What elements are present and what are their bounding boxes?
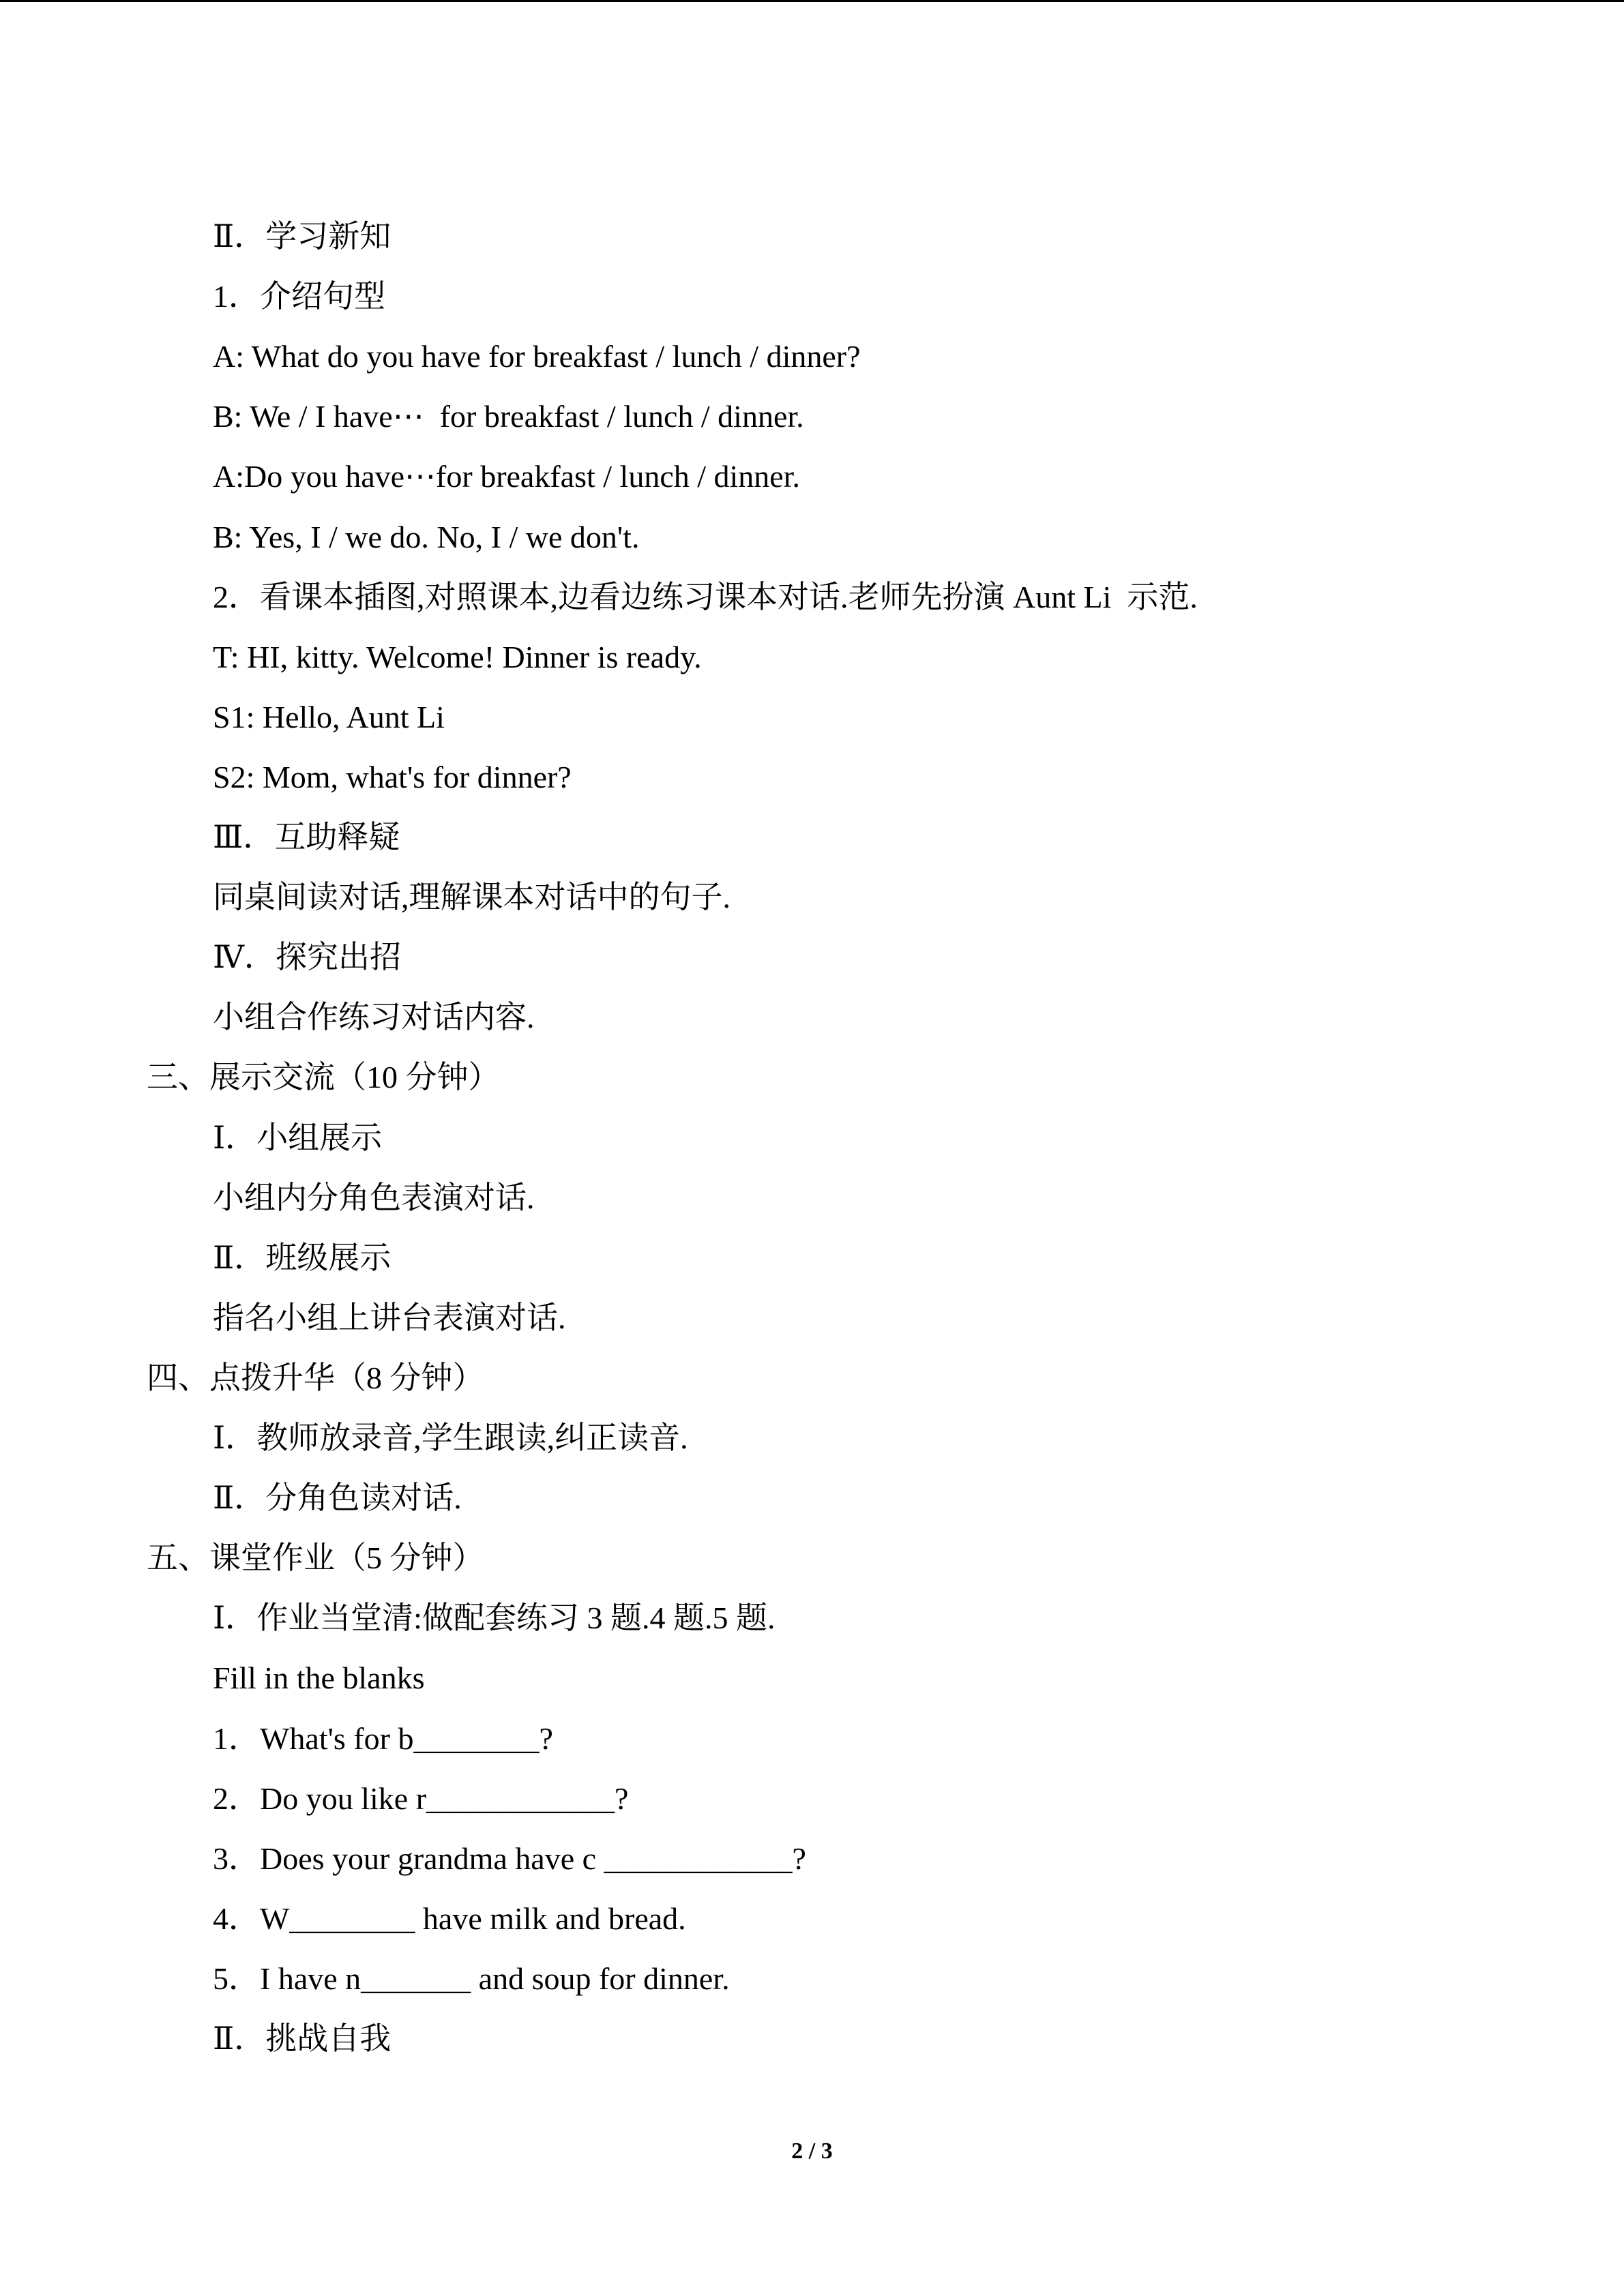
text-line: Ⅲ．互助释疑 [213,820,400,854]
text-line: 1．介绍句型 [213,279,385,314]
text-line: T: HI, kitty. Welcome! Dinner is ready. [213,640,702,674]
text-line: B: We / I have⋯ for breakfast / lunch / dinner. [213,399,804,434]
text-line: Ⅰ．作业当堂清:做配套练习 3 题.4 题.5 题. [213,1600,776,1635]
text-line: 5．I have n_______ and soup for dinner. [213,1961,730,1996]
text-line: 3．Does your grandma have c ____________? [213,1841,806,1876]
text-line: B: Yes, I / we do. No, I / we don't. [213,520,640,554]
section-heading: 三、展示交流（10 分钟） [147,1060,500,1094]
text-line: 指名小组上讲台表演对话. [213,1300,566,1335]
text-line: S1: Hello, Aunt Li [213,700,445,734]
text-line: 1．What's for b________? [213,1721,553,1756]
text-line: Ⅰ．小组展示 [213,1120,383,1155]
section-heading: 五、课堂作业（5 分钟） [147,1540,484,1575]
text-line: Ⅱ．挑战自我 [213,2021,392,2056]
text-line: A:Do you have⋯for breakfast / lunch / dinner. [213,459,800,494]
text-line: 2．看课本插图,对照课本,边看边练习课本对话.老师先扮演 Aunt Li 示范. [213,580,1198,614]
page-number: 2 / 3 [791,2138,833,2164]
section-heading: 四、点拨升华（8 分钟） [147,1360,484,1395]
text-line: 同桌间读对话,理解课本对话中的句子. [213,880,730,914]
text-line: 4．W________ have milk and bread. [213,1901,686,1936]
text-line: A: What do you have for breakfast / lunch / dinner? [213,339,861,374]
text-line: 小组合作练习对话内容. [213,1000,535,1034]
text-line: Ⅱ．班级展示 [213,1240,392,1275]
text-line: Fill in the blanks [213,1660,425,1695]
text-line: Ⅰ．教师放录音,学生跟读,纠正读音. [213,1420,688,1455]
text-line: 2．Do you like r____________? [213,1781,629,1816]
text-line: 小组内分角色表演对话. [213,1180,535,1215]
text-line: Ⅱ．学习新知 [213,219,392,254]
text-line: Ⅳ．探究出招 [213,940,401,974]
text-line: Ⅱ．分角色读对话. [213,1480,462,1515]
text-line: S2: Mom, what's for dinner? [213,760,572,794]
